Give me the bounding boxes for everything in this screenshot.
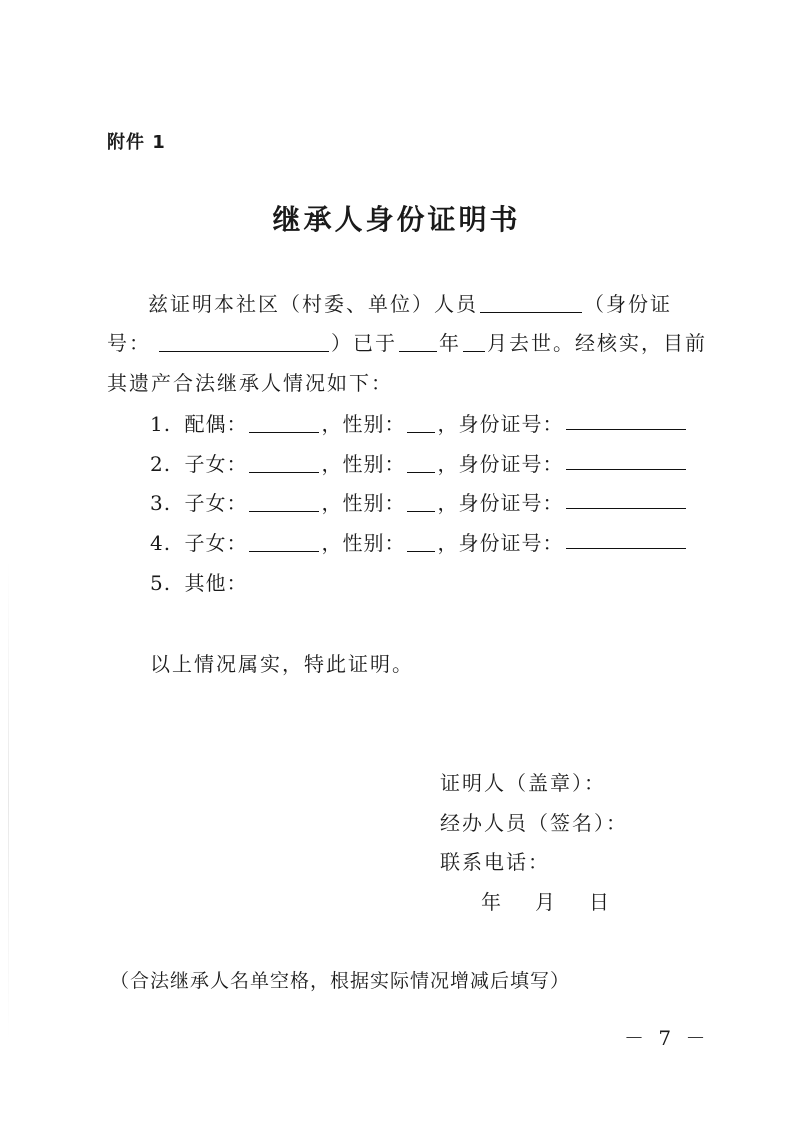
heir-relation: 配偶： (184, 412, 248, 436)
heir-relation: 子女： (184, 491, 248, 515)
intro-text-1a: 兹证明本社区（村委、单位）人员 (148, 292, 478, 316)
intro-text-1b: （身份证 (584, 292, 672, 316)
other-number: 5. (150, 571, 172, 595)
name-blank[interactable] (480, 311, 582, 313)
date-month: 月 (535, 890, 557, 914)
heir-relation: 子女： (184, 531, 248, 555)
intro-text-2b: ）已于 (331, 331, 397, 355)
heir-row (150, 487, 710, 517)
heir-id-blank[interactable] (566, 468, 686, 470)
death-month-blank[interactable] (463, 350, 485, 352)
footnote: （合法继承人名单空格，根据实际情况增减后填写） (110, 970, 571, 992)
gender-label: ，性别： (321, 531, 406, 555)
intro-line-1 (148, 288, 672, 317)
other-row (150, 567, 247, 596)
attachment-label: 附件 1 (107, 132, 166, 153)
heir-id-blank[interactable] (566, 428, 686, 430)
date-day: 日 (589, 890, 611, 914)
gender-blank[interactable] (407, 510, 435, 512)
phone-label: 联系电话： (440, 850, 550, 874)
intro-text-2c: 年 (439, 331, 461, 355)
page-number: － 7 － (624, 1026, 710, 1050)
heir-name-blank[interactable] (249, 550, 319, 552)
gender-blank[interactable] (407, 471, 435, 473)
certifier-label: 证明人（盖章）： (440, 771, 606, 795)
gender-label: ，性别： (321, 452, 406, 476)
id-label: ，身份证号： (437, 412, 564, 436)
heir-row (150, 408, 710, 438)
document-title: 继承人身份证明书 (272, 203, 521, 236)
id-label: ，身份证号： (437, 531, 564, 555)
scan-edge-shadow (8, 560, 9, 1040)
heir-id-blank[interactable] (566, 547, 686, 549)
heir-name-blank[interactable] (249, 471, 319, 473)
intro-line-2 (107, 327, 707, 356)
id-label: ，身份证号： (437, 452, 564, 476)
death-year-blank[interactable] (399, 350, 437, 352)
heir-name-blank[interactable] (249, 431, 319, 433)
heir-number: 4. (150, 531, 172, 555)
intro-text-2a: 号： (107, 331, 151, 355)
date-year: 年 (481, 890, 503, 914)
heir-name-blank[interactable] (249, 510, 319, 512)
heir-number: 1. (150, 412, 172, 436)
gender-blank[interactable] (407, 431, 435, 433)
other-label: 其他： (184, 571, 248, 595)
heir-number: 3. (150, 491, 172, 515)
id-number-blank[interactable] (159, 350, 329, 352)
heir-relation: 子女： (184, 452, 248, 476)
heir-number: 2. (150, 452, 172, 476)
intro-text-2d: 月去世。经核实，目前 (487, 331, 707, 355)
gender-label: ，性别： (321, 491, 406, 515)
heir-row (150, 527, 710, 557)
confirmation-text: 以上情况属实，特此证明。 (150, 652, 414, 676)
intro-line-3: 其遗产合法继承人情况如下： (107, 371, 393, 395)
id-label: ，身份证号： (437, 491, 564, 515)
heir-id-blank[interactable] (566, 507, 686, 509)
handler-label: 经办人员（签名）： (440, 811, 628, 835)
gender-blank[interactable] (407, 550, 435, 552)
heir-row (150, 448, 710, 478)
gender-label: ，性别： (321, 412, 406, 436)
